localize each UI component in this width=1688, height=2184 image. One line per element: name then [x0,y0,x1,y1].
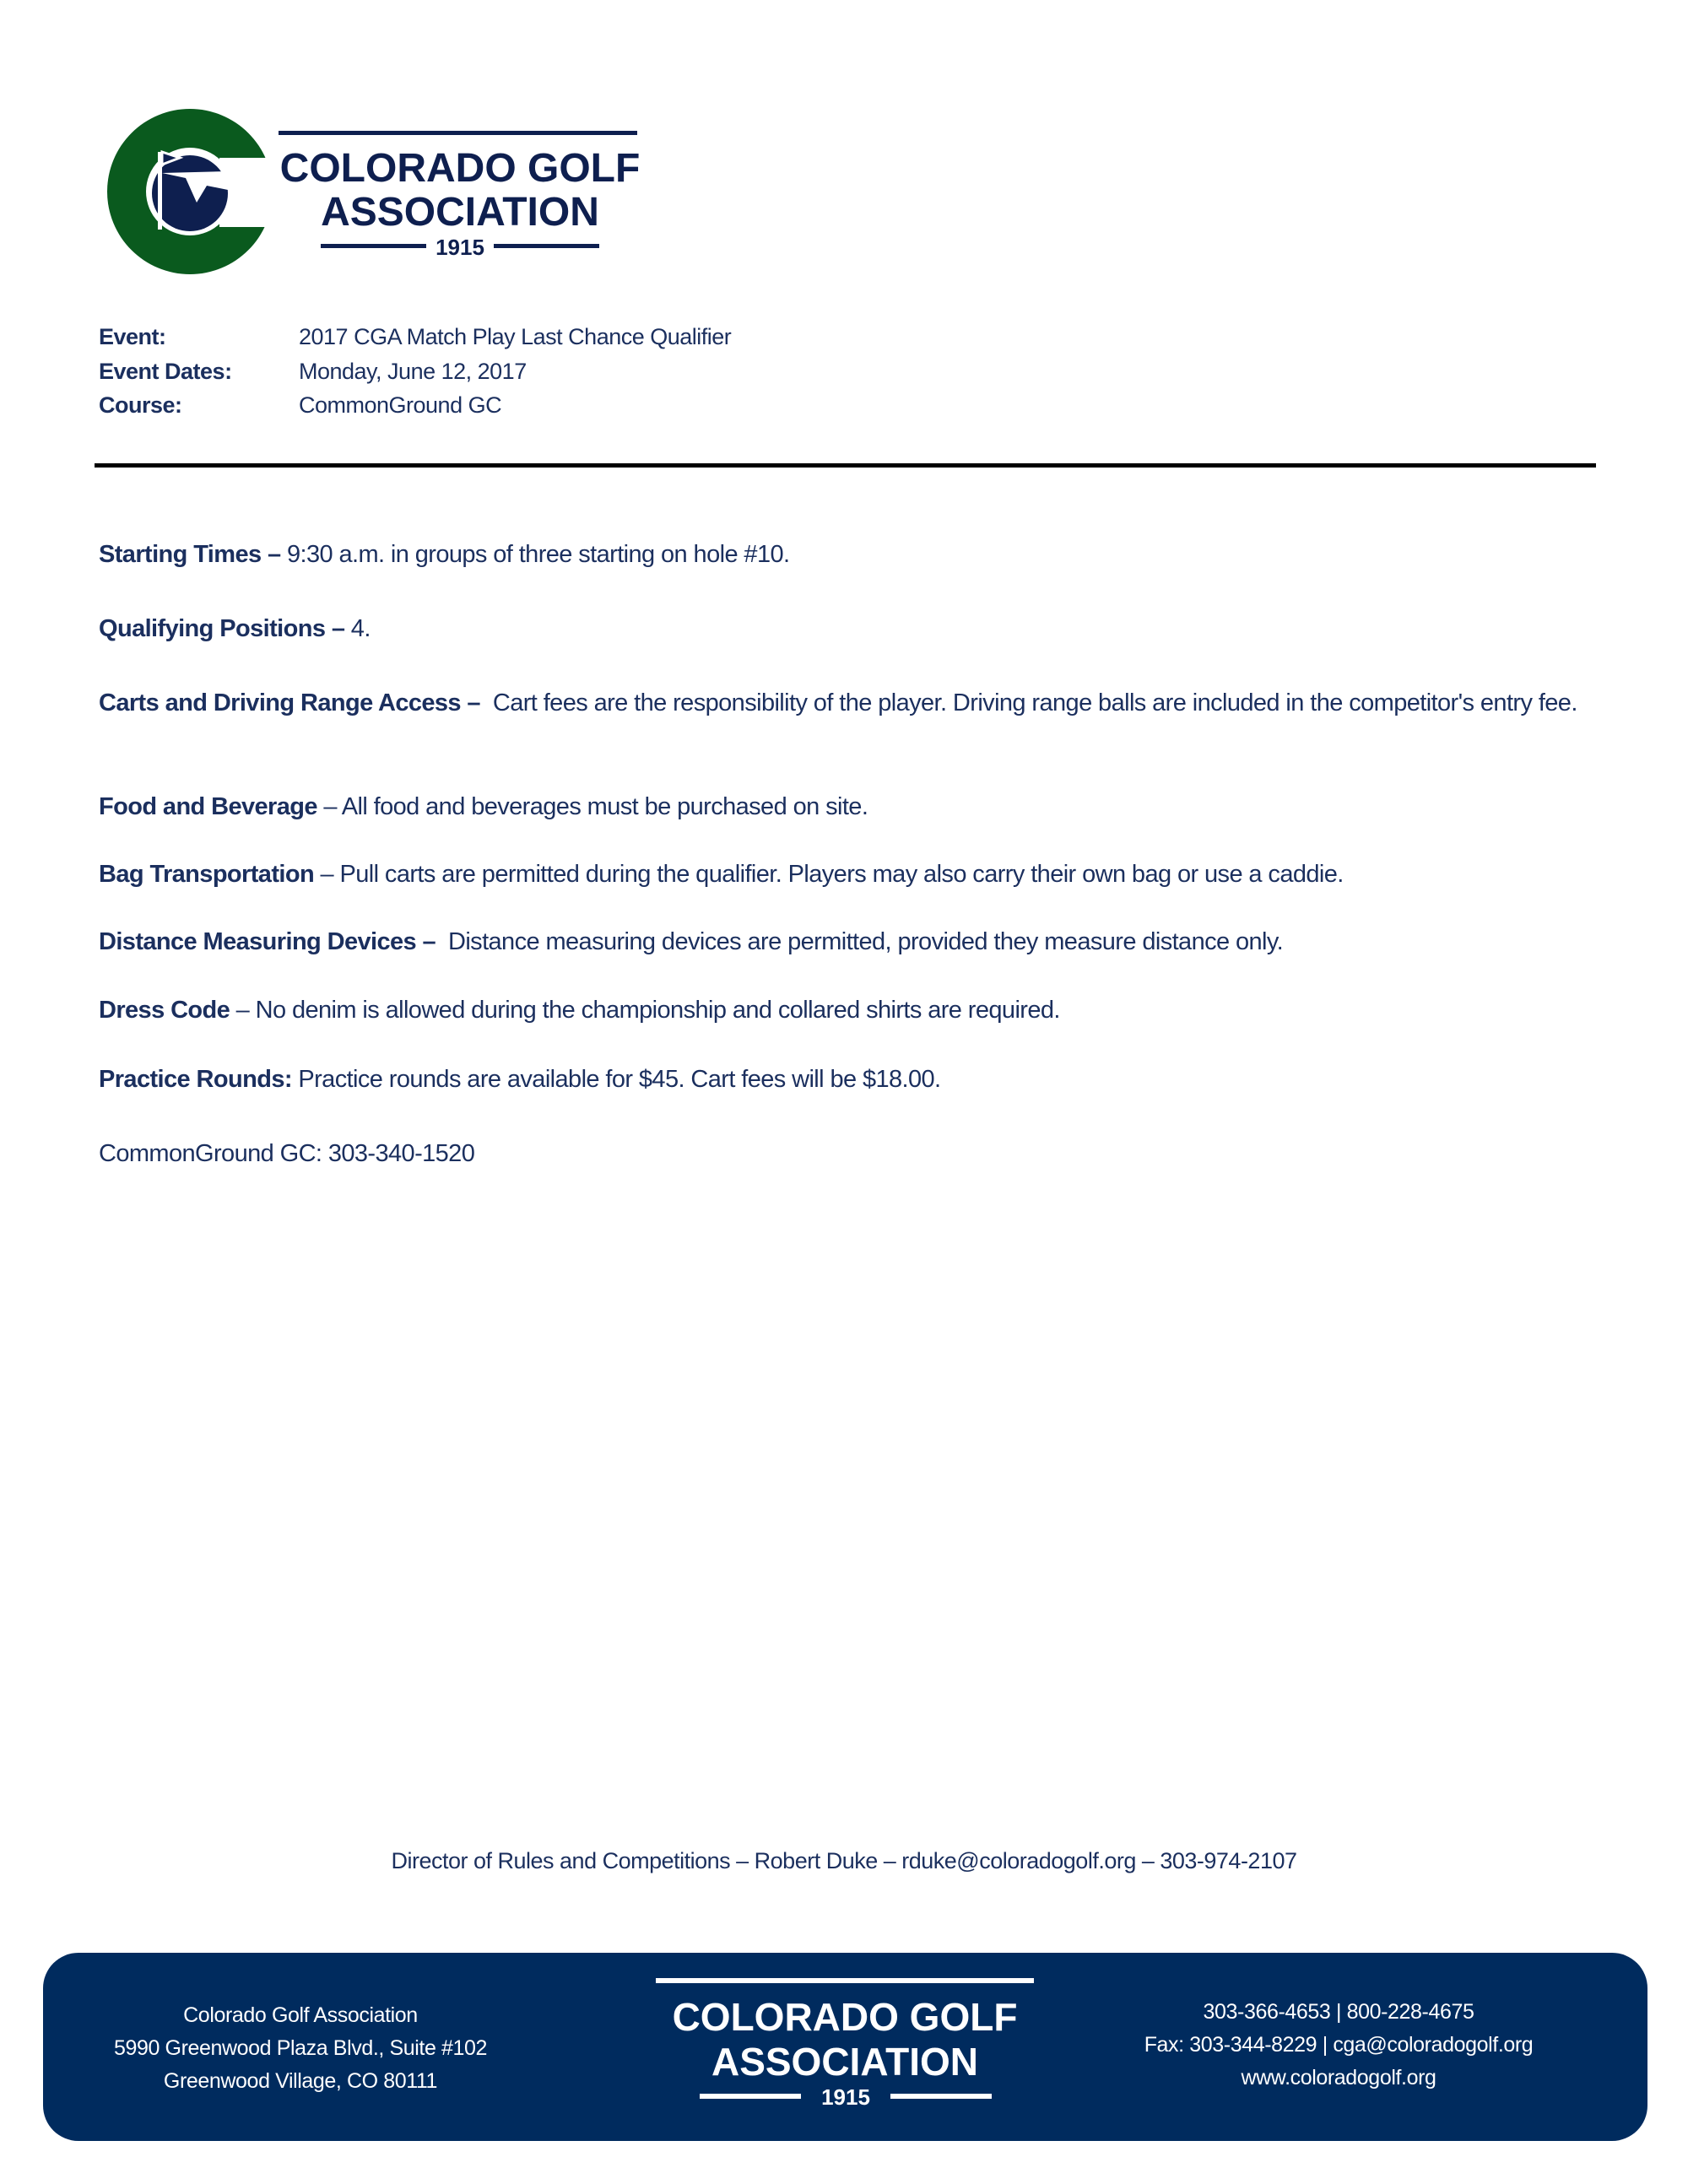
footer-street: 5990 Greenwood Plaza Blvd., Suite #102 [113,2036,488,2060]
section-practice-rounds: Practice Rounds: Practice rounds are available for $45. Cart fees will be $18.00. [99,1066,941,1093]
footer-fax-email[interactable]: Fax: 303-344-8229 | cga@coloradogolf.org [1144,2033,1534,2057]
footer-phones: 303-366-4653 | 800-228-4675 [1203,2000,1474,2024]
divider [95,463,1596,468]
footer-logo-line2: ASSOCIATION [711,2040,979,2084]
event-dates-label: Event Dates: [99,359,232,384]
section-qualifying-positions: Qualifying Positions – 4. [99,615,371,642]
section-bag-transportation: Bag Transportation – Pull carts are permitted during the qualifier. Players may also carry their own bag or use a caddie. [99,861,1344,888]
footer-contact [1081,1996,1596,2095]
cga-logo [106,105,646,278]
footer-address [43,1999,558,2098]
footer-logo-year: 1915 [821,2084,870,2110]
course-value: CommonGround GC [299,392,502,418]
event-dates-value: Monday, June 12, 2017 [299,359,527,384]
footer [43,1953,1647,2141]
logo-line1: COLORADO GOLF [279,146,641,191]
section-starting-times: Starting Times – 9:30 a.m. in groups of three starting on hole #10. [99,541,790,568]
section-food-beverage: Food and Beverage – All food and beverages must be purchased on site. [99,793,868,820]
footer-logo [656,1978,1036,2126]
section-dress-code: Dress Code – No denim is allowed during the championship and collared shirts are required. [99,997,1060,1024]
section-carts-range: Carts and Driving Range Access – Cart fees are the responsibility of the player. Driving range balls are included in the competitor's entry fee. [99,689,1577,716]
course-phone: CommonGround GC: 303-340-1520 [99,1140,475,1167]
event-value: 2017 CGA Match Play Last Chance Qualifier [299,324,732,349]
course-label: Course: [99,392,182,418]
logo-line2: ASSOCIATION [321,190,599,235]
event-label: Event: [99,324,166,349]
section-distance-devices: Distance Measuring Devices – Distance measuring devices are permitted, provided they measure distance only. [99,928,1284,955]
logo-year: 1915 [436,235,484,260]
footer-logo-line1: COLORADO GOLF [672,1995,1018,2039]
director-contact: Director of Rules and Competitions – Robert Duke – rduke@coloradogolf.org – 303-974-2107 [391,1848,1297,1873]
footer-website-link[interactable]: www.coloradogolf.org [1241,2066,1436,2089]
footer-city: Greenwood Village, CO 80111 [163,2069,438,2093]
colorado-c-flag-icon [107,109,287,274]
footer-org-name: Colorado Golf Association [183,2003,418,2027]
